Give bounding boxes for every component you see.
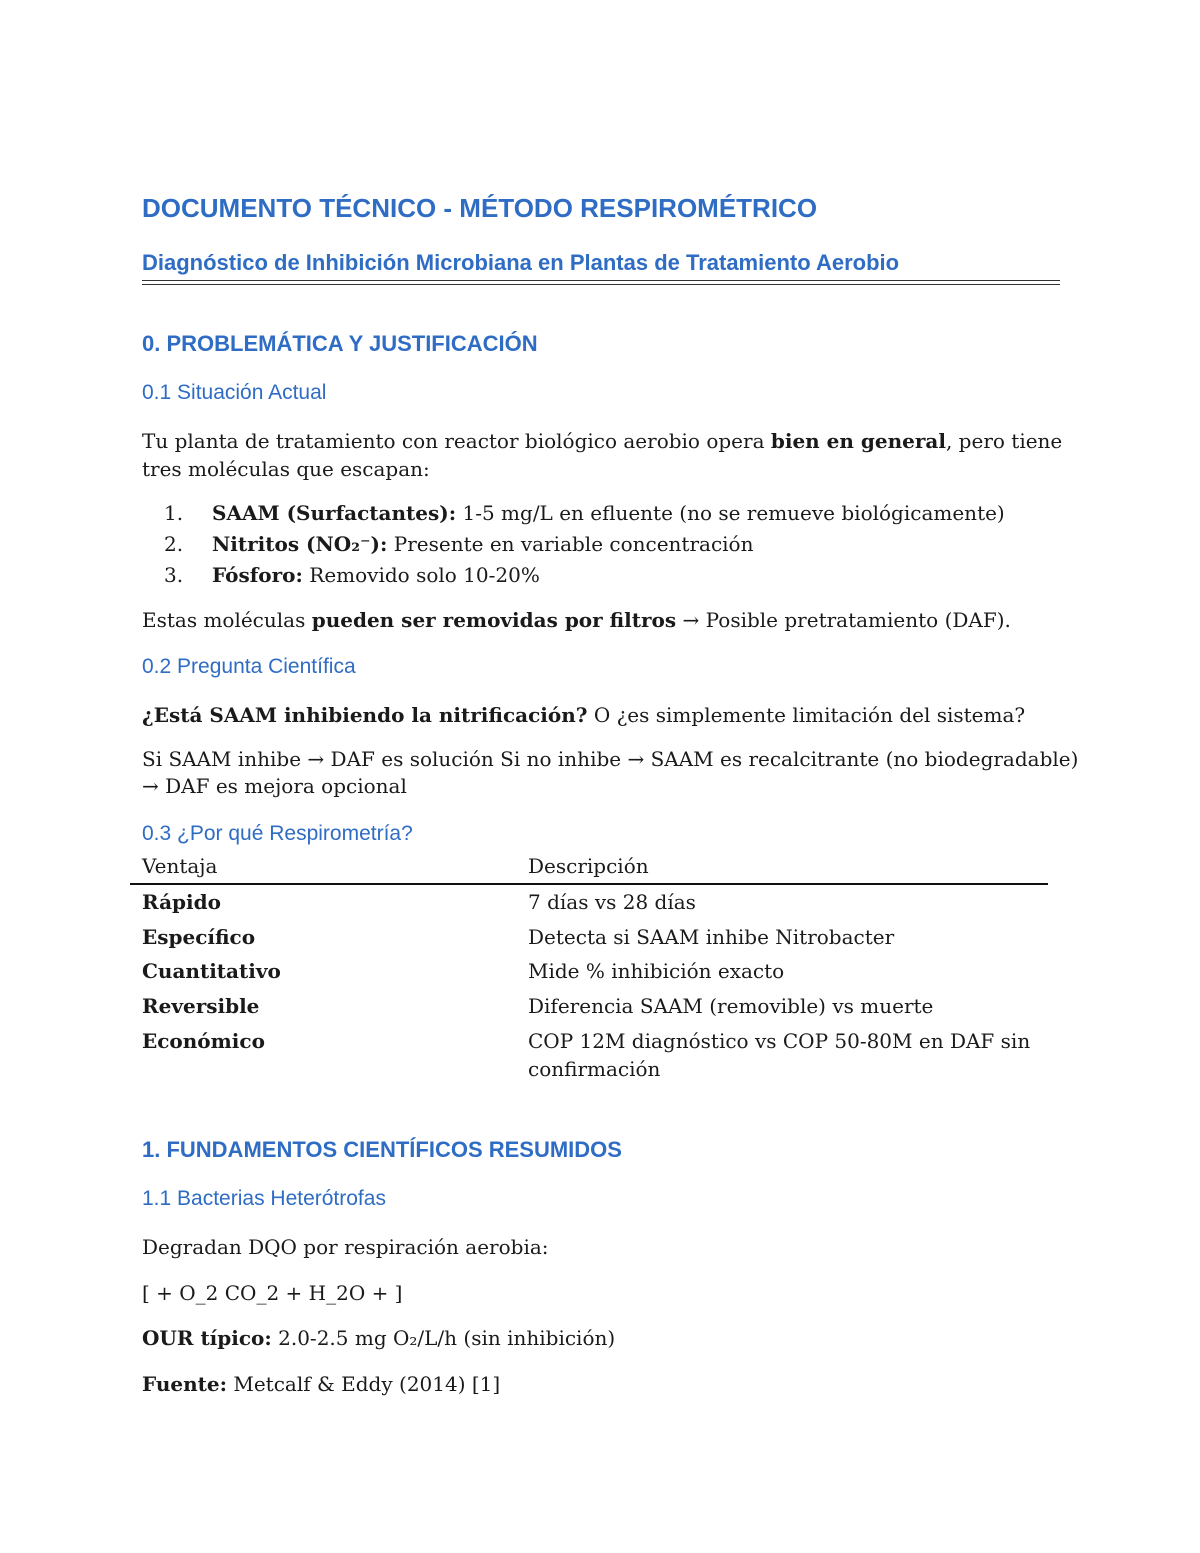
table-cell-value-cont: confirmación [528,1057,661,1081]
list-item-num: 2. [164,532,184,556]
paragraph-situacion-line1 [142,429,1062,453]
paragraph-situacion-line2: tres moléculas que escapan: [142,457,430,481]
list-item-num: 1. [164,501,184,525]
document-subtitle: Diagnóstico de Inhibición Microbiana en Plantas de Tratamiento Aerobio [142,250,900,275]
section-0-2-heading: 0.2 Pregunta Científica [142,655,356,678]
paragraph-degradan: Degradan DQO por respiración aerobia: [142,1235,549,1259]
table-cell-value: 7 días vs 28 días [528,890,696,914]
text: Estas moléculas [142,608,312,632]
text: → Posible pretratamiento (DAF). [676,608,1011,632]
list-item [212,563,540,587]
our-value: 2.0-2.5 mg O₂/L/h (sin inhibición) [271,1326,616,1350]
paragraph-hypothesis-line1: Si SAAM inhibe → DAF es solución Si no inhibe → SAAM es recalcitrante (no biodegradable) [142,747,1079,771]
paragraph-filtros [142,608,1011,632]
list-item-text: Removido solo 10-20% [302,563,540,587]
document-title: DOCUMENTO TÉCNICO - MÉTODO RESPIROMÉTRICO [142,193,818,223]
subtitle-rule-top [142,280,1060,281]
list-item [212,532,753,556]
table-header-rule [130,883,1048,885]
section-1-1-heading: 1.1 Bacterias Heterótrofas [142,1187,386,1210]
table-cell-key: Específico [142,925,256,949]
question-text: O ¿es simplemente limitación del sistema? [587,703,1026,727]
list-item-text: Presente en variable concentración [387,532,754,556]
our-label: OUR típico: [142,1326,272,1350]
table-cell-value: Detecta si SAAM inhibe Nitrobacter [528,925,895,949]
scientific-question [142,703,1025,727]
table-cell-value: COP 12M diagnóstico vs COP 50-80M en DAF sin [528,1029,1031,1053]
text: , pero tiene [945,429,1063,453]
list-item [212,501,1005,525]
list-item-label: SAAM (Surfactantes): [212,501,457,525]
table-cell-key: Rápido [142,890,221,914]
table-cell-key: Cuantitativo [142,959,281,983]
paragraph-hypothesis-line2: → DAF es mejora opcional [142,774,407,798]
table-cell-key: Económico [142,1029,265,1053]
table-header-descripcion: Descripción [528,854,649,878]
table-cell-value: Diferencia SAAM (removible) vs muerte [528,994,934,1018]
source-label: Fuente: [142,1372,227,1396]
subtitle-rule-bottom [142,284,1060,285]
paragraph-our [142,1326,615,1350]
list-item-label: Fósforo: [212,563,303,587]
list-item-text: 1-5 mg/L en efluente (no se remueve biológicamente) [456,501,1005,525]
source-text: Metcalf & Eddy (2014) [1] [227,1372,501,1396]
emphasis: pueden ser removidas por filtros [311,608,677,632]
formula: [ + O_2 CO_2 + H_2O + ] [142,1281,403,1305]
question-bold: ¿Está SAAM inhibiendo la nitrificación? [142,703,588,727]
paragraph-source [142,1372,500,1396]
section-0-1-heading: 0.1 Situación Actual [142,381,327,404]
text: Tu planta de tratamiento con reactor biológico aerobio opera [142,429,771,453]
table-header-ventaja: Ventaja [142,854,218,878]
section-1-heading: 1. FUNDAMENTOS CIENTÍFICOS RESUMIDOS [142,1137,622,1162]
section-0-heading: 0. PROBLEMÁTICA Y JUSTIFICACIÓN [142,331,538,356]
table-cell-value: Mide % inhibición exacto [528,959,785,983]
emphasis: bien en general [770,429,946,453]
table-cell-key: Reversible [142,994,260,1018]
list-item-num: 3. [164,563,184,587]
list-item-label: Nitritos (NO₂⁻): [212,532,388,556]
section-0-3-heading: 0.3 ¿Por qué Respirometría? [142,822,413,845]
